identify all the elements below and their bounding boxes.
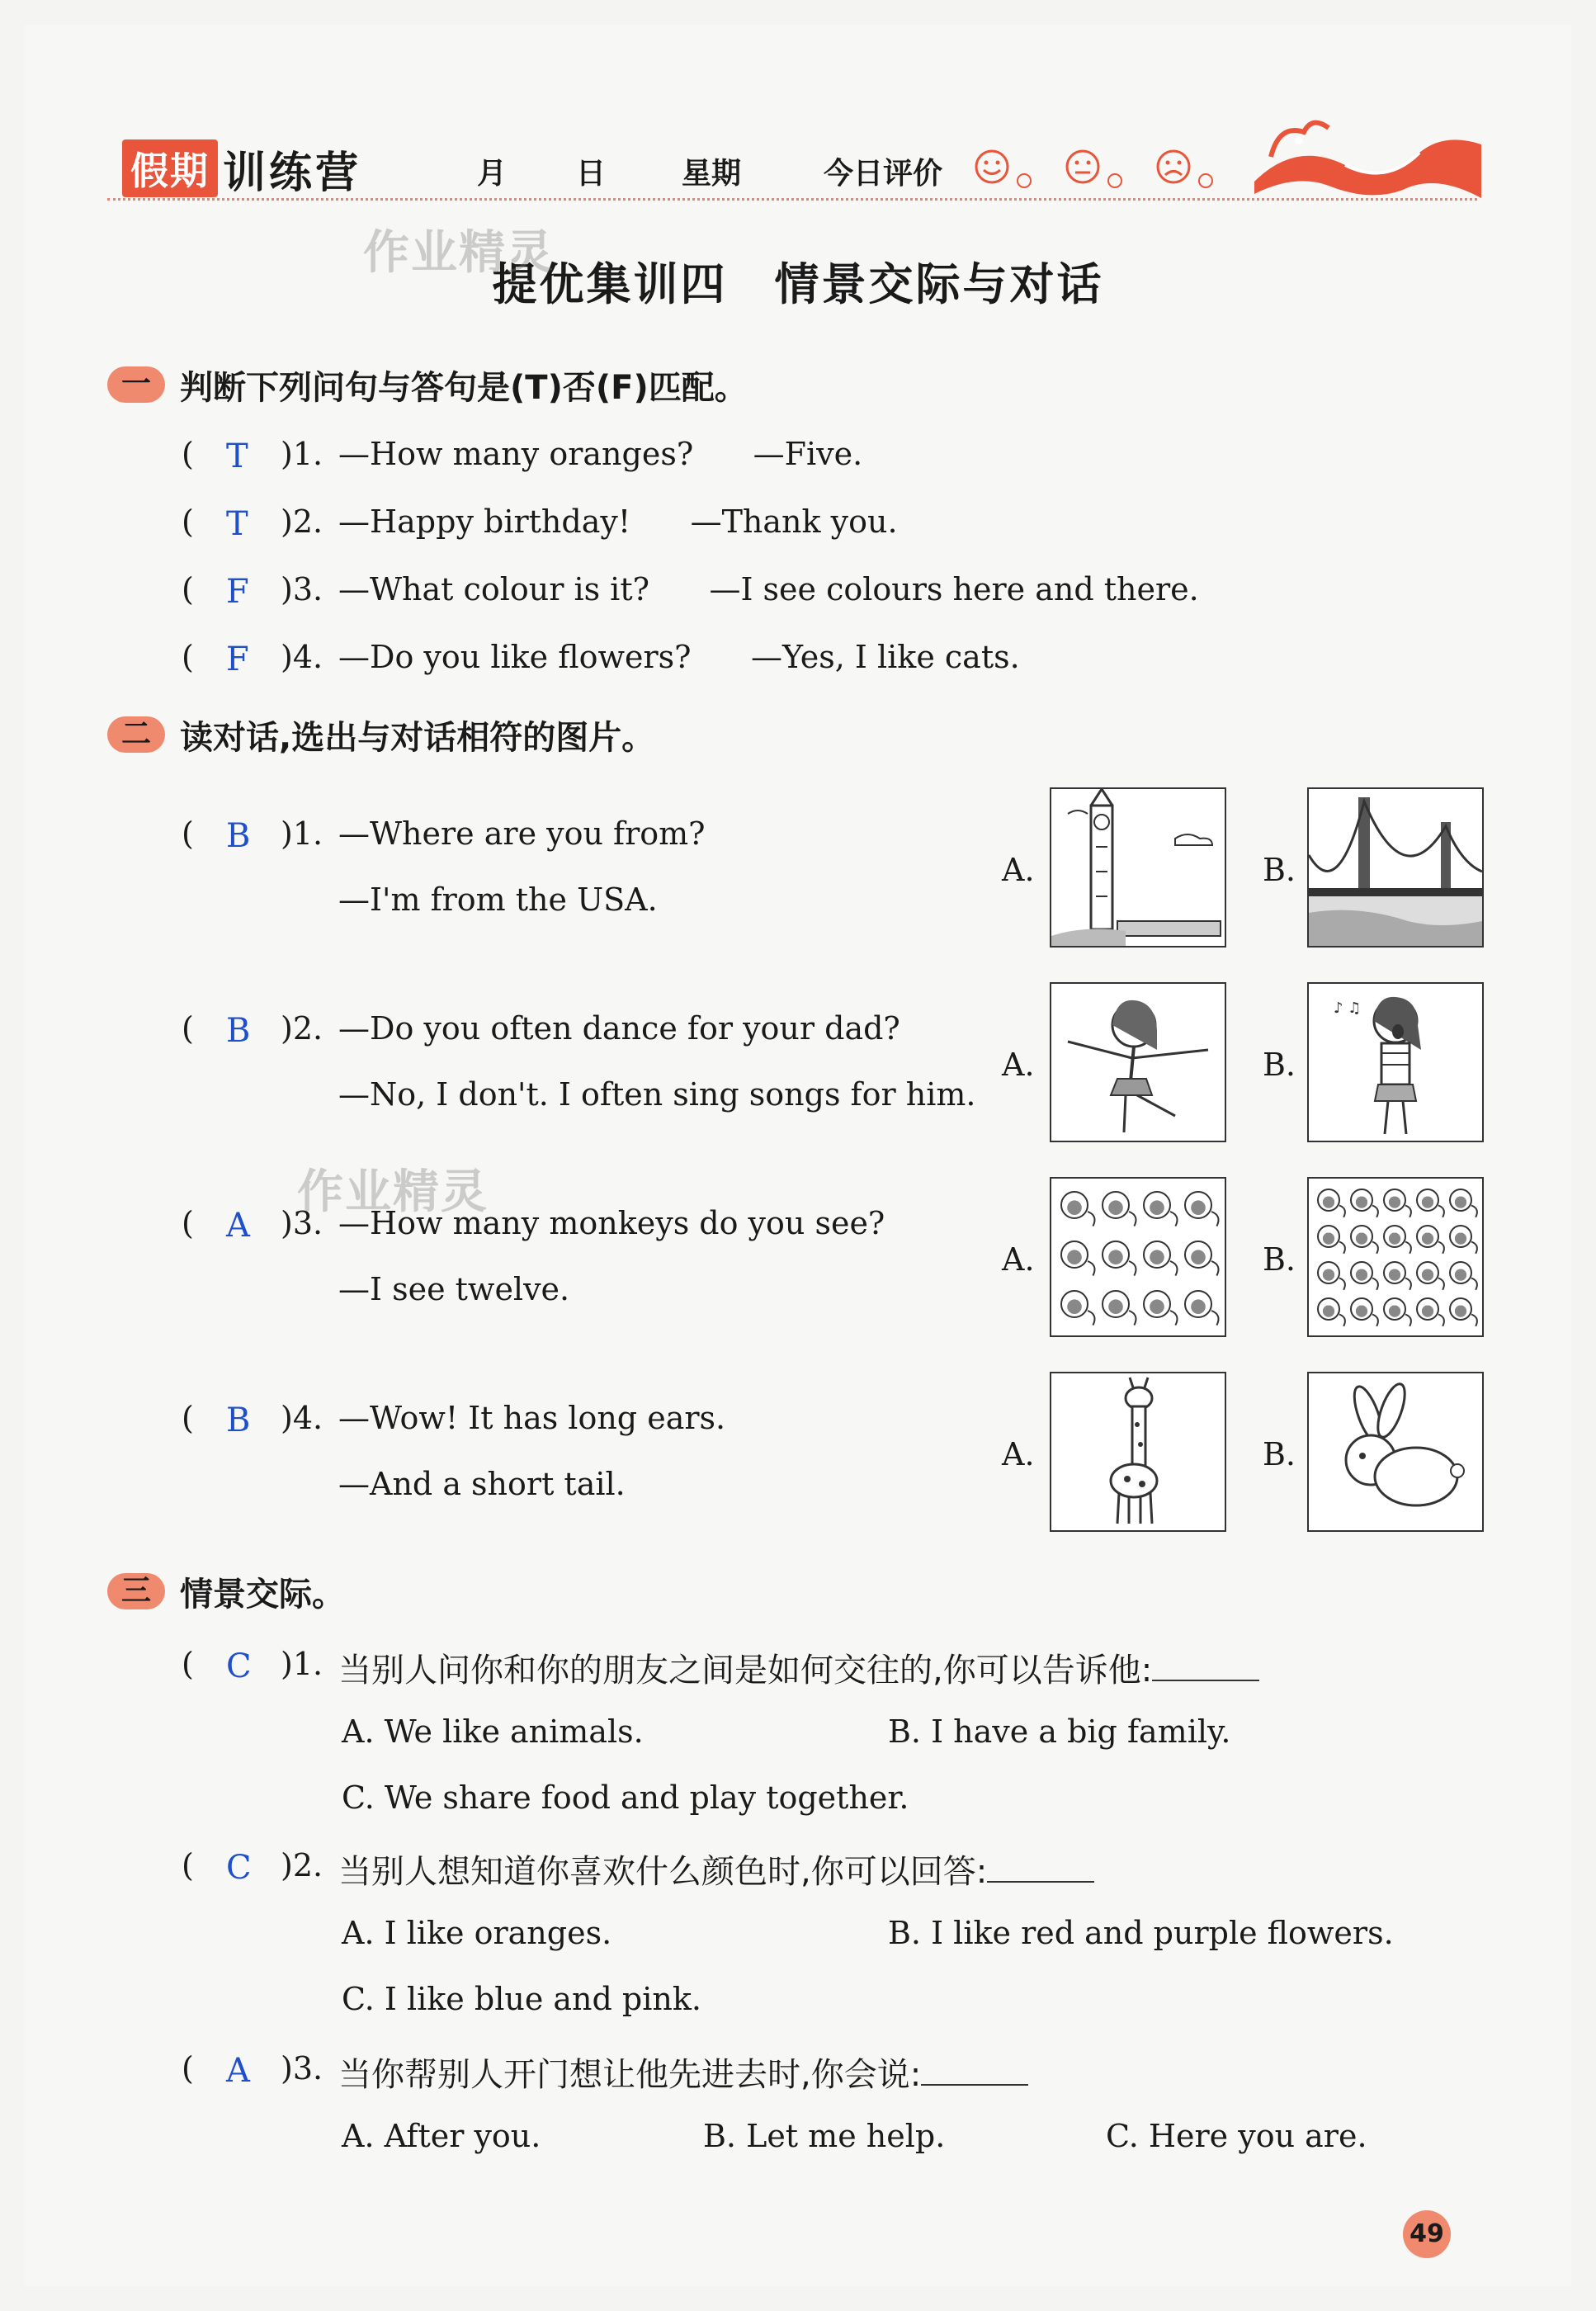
sad-face-icon[interactable] <box>1155 149 1192 185</box>
big-ben-image[interactable] <box>1050 787 1226 948</box>
dialogue-line-2: —I'm from the USA. <box>338 881 658 918</box>
watermark: 作业精灵 <box>363 226 555 280</box>
question-text: 当你帮别人开门想让他先进去时,你会说: <box>338 2049 1028 2096</box>
question-text: —Do you like flowers? —Yes, I like cats. <box>338 639 1020 675</box>
section-badge: 二 <box>107 716 165 753</box>
answer[interactable]: T <box>226 505 248 543</box>
option-a-label: A. <box>1002 852 1035 888</box>
left-paren: ( <box>182 815 194 852</box>
dialogue-line-1: —Do you often dance for your dad? <box>338 1010 900 1047</box>
many-monkeys-image[interactable] <box>1307 1177 1484 1337</box>
answer-blank[interactable] <box>1152 1652 1259 1681</box>
page-title: 提优集训四 情景交际与对话 <box>492 258 1104 310</box>
month-label: 月 <box>477 157 508 191</box>
dialogue-line-1: —Where are you from? <box>338 815 706 852</box>
monkey-icon <box>1061 1241 1095 1276</box>
dragon-decoration-icon <box>1246 107 1485 202</box>
question-number: )4. <box>281 1400 323 1436</box>
watermark: 作业精灵 <box>297 1165 489 1219</box>
option-b[interactable]: B. I like red and purple flowers. <box>888 1915 1394 1951</box>
svg-text:♪ ♫: ♪ ♫ <box>1334 1000 1362 1017</box>
option-a-label: A. <box>1002 1047 1035 1083</box>
question-number: )1. <box>281 1646 323 1682</box>
header-divider <box>107 198 1477 201</box>
monkey-icon <box>1318 1189 1345 1217</box>
question-number: )3. <box>281 571 323 607</box>
left-paren: ( <box>182 1646 194 1682</box>
option-a[interactable]: A. After you. <box>342 2118 541 2154</box>
option-b-label: B. <box>1263 852 1296 888</box>
monkey-icon <box>1103 1192 1136 1226</box>
rabbit-image[interactable] <box>1307 1372 1484 1532</box>
option-a[interactable]: A. I like oranges. <box>342 1915 612 1951</box>
left-paren: ( <box>182 436 194 472</box>
brand-black: 训练营 <box>223 148 362 198</box>
answer[interactable]: F <box>226 573 249 611</box>
question-text: 当别人想知道你喜欢什么颜色时,你可以回答: <box>338 1845 1094 1893</box>
dialogue-line-1: —How many monkeys do you see? <box>338 1205 885 1241</box>
monkey-icon <box>1450 1298 1477 1326</box>
answer[interactable]: C <box>226 1849 252 1887</box>
day-label: 日 <box>576 157 607 191</box>
girl-singing-image[interactable] <box>1307 982 1484 1142</box>
monkey-icon <box>1318 1262 1345 1290</box>
monkey-icon <box>1351 1226 1378 1254</box>
dialogue-line-2: —No, I don't. I often sing songs for him. <box>338 1076 976 1113</box>
golden-gate-bridge-image[interactable] <box>1307 787 1484 948</box>
monkey-icon <box>1061 1291 1095 1326</box>
monkey-icon <box>1450 1189 1477 1217</box>
monkey-icon <box>1144 1241 1178 1276</box>
page-number: 49 <box>1403 2210 1451 2258</box>
weekday-label: 星期 <box>682 157 742 191</box>
monkey-icon <box>1351 1189 1378 1217</box>
dialogue-line-2: —I see twelve. <box>338 1271 570 1307</box>
answer-blank[interactable] <box>921 2056 1028 2086</box>
option-a-label: A. <box>1002 1436 1035 1472</box>
monkey-icon <box>1318 1298 1345 1326</box>
monkey-icon <box>1061 1192 1095 1226</box>
happy-face-icon[interactable] <box>974 149 1010 185</box>
monkey-icon <box>1384 1262 1411 1290</box>
brand-logo <box>122 142 362 198</box>
section-badge: 三 <box>107 1573 165 1609</box>
question-text: 当别人问你和你的朋友之间是如何交往的,你可以告诉他: <box>338 1644 1259 1691</box>
dot-icon <box>1198 173 1213 188</box>
twelve-monkeys-image[interactable] <box>1050 1177 1226 1337</box>
dot-icon <box>1017 173 1032 188</box>
left-paren: ( <box>182 1847 194 1883</box>
monkey-icon <box>1351 1298 1378 1326</box>
monkey-icon <box>1351 1262 1378 1290</box>
girl-dancing-image[interactable] <box>1050 982 1226 1142</box>
question-number: )3. <box>281 1205 323 1241</box>
monkey-icon <box>1185 1241 1219 1276</box>
left-paren: ( <box>182 503 194 540</box>
answer[interactable]: F <box>226 640 249 678</box>
rating-label: 今日评价 <box>824 157 943 191</box>
monkey-icon <box>1185 1192 1219 1226</box>
monkey-icon <box>1144 1291 1178 1326</box>
answer[interactable]: A <box>226 1207 250 1245</box>
question-number: )3. <box>281 2050 323 2087</box>
option-a[interactable]: A. We like animals. <box>342 1713 644 1750</box>
section-title: 读对话,选出与对话相符的图片。 <box>180 719 655 757</box>
section-title: 情景交际。 <box>180 1576 345 1614</box>
monkey-icon <box>1103 1241 1136 1276</box>
option-c[interactable]: C. We share food and play together. <box>342 1779 909 1816</box>
giraffe-image[interactable] <box>1050 1372 1226 1532</box>
monkey-icon <box>1417 1298 1444 1326</box>
question-number: )2. <box>281 1010 323 1047</box>
monkey-icon <box>1103 1291 1136 1326</box>
left-paren: ( <box>182 1205 194 1241</box>
answer[interactable]: B <box>226 1401 251 1439</box>
option-a-label: A. <box>1002 1241 1035 1278</box>
monkey-icon <box>1450 1226 1477 1254</box>
answer[interactable]: T <box>226 437 248 475</box>
brand-red: 假期 <box>122 139 218 197</box>
left-paren: ( <box>182 2050 194 2087</box>
option-c[interactable]: C. I like blue and pink. <box>342 1981 701 2017</box>
monkey-icon <box>1318 1226 1345 1254</box>
question-number: )1. <box>281 436 323 472</box>
neutral-face-icon[interactable] <box>1065 149 1101 185</box>
question-number: )2. <box>281 1847 323 1883</box>
answer[interactable]: A <box>226 2052 250 2090</box>
question-text: —What colour is it? —I see colours here and there. <box>338 571 1199 607</box>
answer[interactable]: C <box>226 1647 252 1685</box>
section-badge: 一 <box>107 366 165 403</box>
answer[interactable]: B <box>226 1012 251 1050</box>
left-paren: ( <box>182 1010 194 1047</box>
option-b-label: B. <box>1263 1047 1296 1083</box>
monkey-icon <box>1144 1192 1178 1226</box>
dialogue-line-2: —And a short tail. <box>338 1466 626 1502</box>
monkey-icon <box>1417 1262 1444 1290</box>
question-number: )4. <box>281 639 323 675</box>
question-number: )2. <box>281 503 323 540</box>
left-paren: ( <box>182 571 194 607</box>
monkey-icon <box>1384 1189 1411 1217</box>
section-title: 判断下列问句与答句是(T)否(F)匹配。 <box>180 369 748 407</box>
question-number: )1. <box>281 815 323 852</box>
option-b[interactable]: B. I have a big family. <box>888 1713 1231 1750</box>
question-text: —How many oranges? —Five. <box>338 436 863 472</box>
left-paren: ( <box>182 1400 194 1436</box>
question-text: —Happy birthday! —Thank you. <box>338 503 898 540</box>
monkey-icon <box>1417 1226 1444 1254</box>
answer[interactable]: B <box>226 817 251 855</box>
monkey-icon <box>1384 1226 1411 1254</box>
monkey-icon <box>1417 1189 1444 1217</box>
monkey-icon <box>1450 1262 1477 1290</box>
left-paren: ( <box>182 639 194 675</box>
option-b[interactable]: B. Let me help. <box>703 2118 946 2154</box>
dot-icon <box>1107 173 1122 188</box>
option-b-label: B. <box>1263 1241 1296 1278</box>
option-c[interactable]: C. Here you are. <box>1106 2118 1367 2154</box>
option-b-label: B. <box>1263 1436 1296 1472</box>
answer-blank[interactable] <box>987 1853 1094 1883</box>
dialogue-line-1: —Wow! It has long ears. <box>338 1400 726 1436</box>
monkey-icon <box>1384 1298 1411 1326</box>
monkey-icon <box>1185 1291 1219 1326</box>
